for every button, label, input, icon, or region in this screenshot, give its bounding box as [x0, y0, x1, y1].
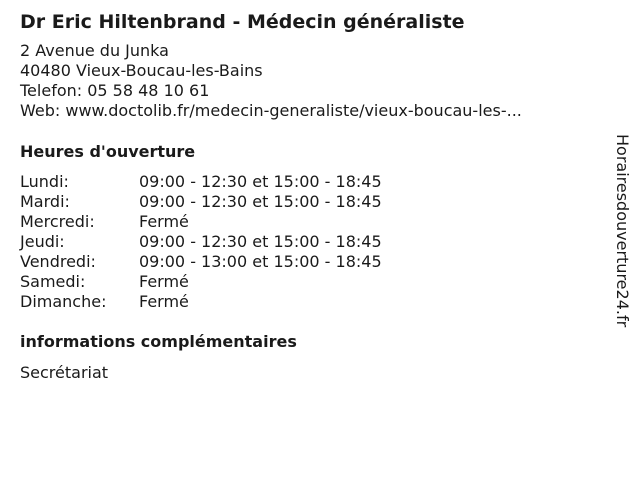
- hours-row-monday: [20, 172, 600, 192]
- day-label: Mardi:: [20, 192, 70, 211]
- day-label: Mercredi:: [20, 212, 95, 231]
- day-label: Dimanche:: [20, 292, 107, 311]
- hours-row-sunday: [20, 292, 600, 312]
- city-address: 40480 Vieux-Boucau-les-Bains: [20, 61, 263, 80]
- time-value: 09:00 - 13:00 et 15:00 - 18:45: [139, 252, 382, 271]
- hours-row-wednesday: [20, 212, 600, 232]
- time-value: 09:00 - 12:30 et 15:00 - 18:45: [139, 232, 382, 251]
- hours-row-thursday: [20, 232, 600, 252]
- website-link: Web: www.doctolib.fr/medecin-generaliste/vieux-boucau-les-...: [20, 101, 522, 120]
- hours-row-saturday: [20, 272, 600, 292]
- hours-row-tuesday: [20, 192, 600, 212]
- practice-card: [20, 9, 600, 383]
- time-value: Fermé: [139, 212, 189, 231]
- site-watermark: Horairesdouverture24.fr: [613, 134, 632, 328]
- info-heading: informations complémentaires: [20, 332, 297, 351]
- time-value: 09:00 - 12:30 et 15:00 - 18:45: [139, 172, 382, 191]
- day-label: Samedi:: [20, 272, 86, 291]
- phone-number: Telefon: 05 58 48 10 61: [20, 81, 210, 100]
- time-value: Fermé: [139, 272, 189, 291]
- info-text: Secrétariat: [20, 363, 109, 382]
- day-label: Lundi:: [20, 172, 69, 191]
- street-address: 2 Avenue du Junka: [20, 41, 169, 60]
- time-value: 09:00 - 12:30 et 15:00 - 18:45: [139, 192, 382, 211]
- page-title: Dr Eric Hiltenbrand - Médecin généraliste: [20, 11, 465, 33]
- hours-table: [20, 172, 600, 312]
- day-label: Vendredi:: [20, 252, 96, 271]
- day-label: Jeudi:: [20, 232, 65, 251]
- hours-heading: Heures d'ouverture: [20, 142, 196, 161]
- time-value: Fermé: [139, 292, 189, 311]
- hours-row-friday: [20, 252, 600, 272]
